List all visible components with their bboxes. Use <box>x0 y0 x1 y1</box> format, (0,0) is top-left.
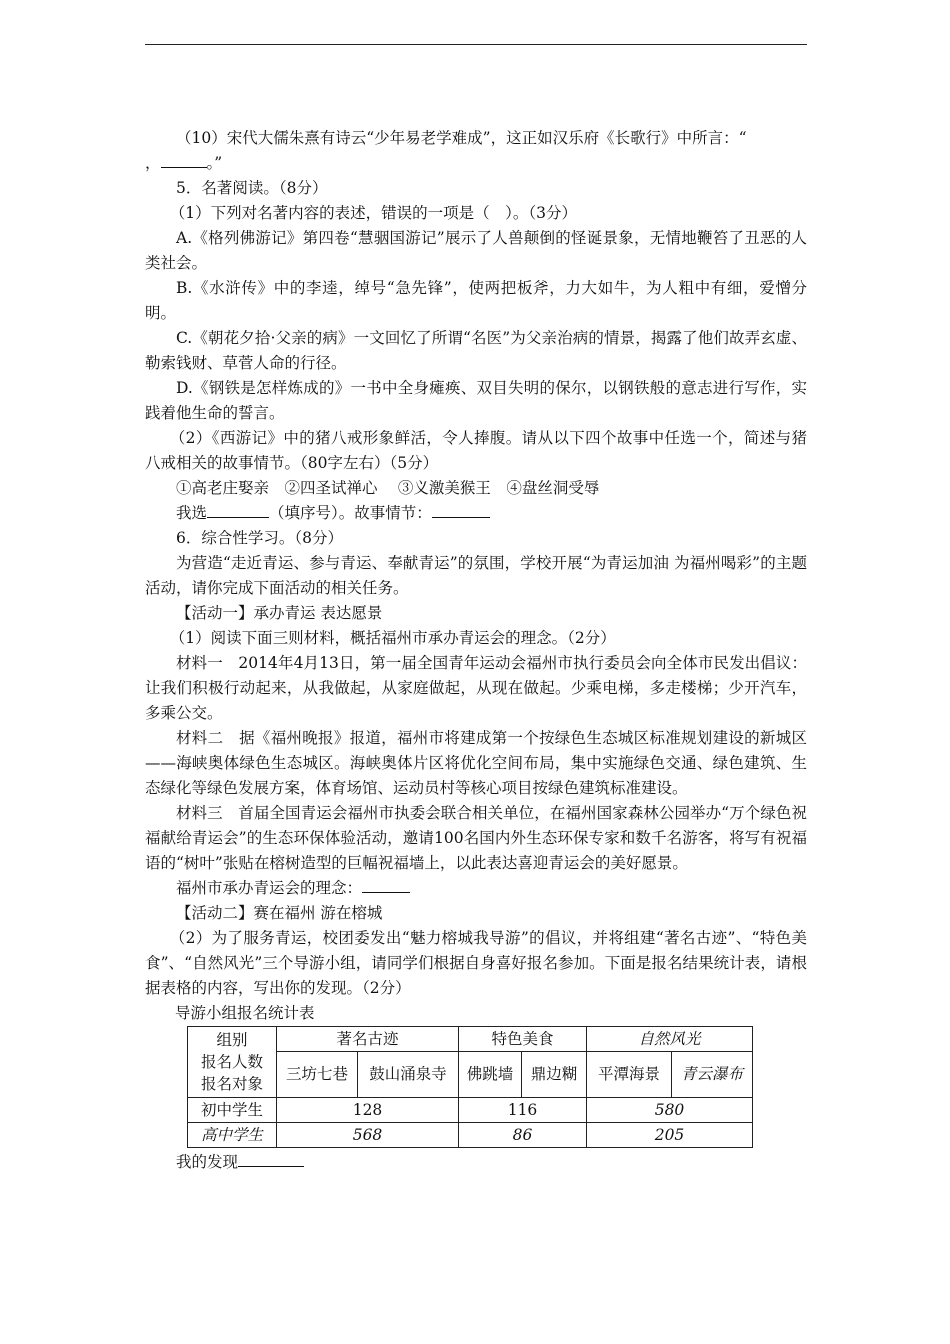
table-row <box>188 1123 753 1148</box>
q10-line: （10）宋代大儒朱熹有诗云“少年易老学难成”，这正如汉乐府《长歌行》中所言：“ <box>176 129 747 147</box>
group-nature: 自然风光 <box>587 1027 753 1052</box>
q5-choose: 我选 （填序号）。故事情节： <box>145 501 807 526</box>
q5-title: 5．名著阅读。（8分） <box>176 179 328 197</box>
q5-story-options: ①高老庄娶亲 ②四圣试禅心 ③义激美猴王 ④盘丝洞受辱 <box>176 479 600 497</box>
table-cell: 116 <box>459 1098 587 1123</box>
sub-header: 平潭海景 <box>587 1052 672 1098</box>
group-heritage: 著名古迹 <box>277 1027 459 1052</box>
q5-option-a: A.《格列佛游记》第四卷“慧骃国游记”展示了人兽颠倒的怪诞景象，无情地鞭笞了丑恶的人类社会。 <box>145 229 807 272</box>
choice-blank <box>207 501 269 518</box>
q6-1: （1）阅读下面三则材料，概括福州市承办青运会的理念。（2分） <box>169 629 616 647</box>
finding-blank <box>238 1150 304 1167</box>
table-cell: 205 <box>587 1123 753 1148</box>
q5-2: （2）《西游记》中的猪八戒形象鲜活，令人捧腹。请从以下四个故事中任选一个，简述与猪八戒相关的故事情节。（80字左右）（5分） <box>145 429 807 472</box>
sub-header: 佛跳墙 <box>459 1052 522 1098</box>
plot-blank <box>432 501 490 518</box>
q5-1: （1）下列对名著内容的表述，错误的一项是（ ）。（3分） <box>169 204 578 222</box>
sub-header: 青云瀑布 <box>672 1052 753 1098</box>
table-cell: 568 <box>277 1123 459 1148</box>
sub-header: 鼓山涌泉寺 <box>358 1052 459 1098</box>
table-caption: 导游小组报名统计表 <box>175 1004 315 1022</box>
q5-option-c: C.《朝花夕拾·父亲的病》一文回忆了所谓“名医”为父亲治病的情景，揭露了他们故弄玄虚、勒索钱财、草菅人命的行径。 <box>145 329 807 372</box>
q5-option-d: D.《钢铁是怎样炼成的》一书中全身瘫痪、双目失明的保尔，以钢铁般的意志进行写作，实践着他生命的誓言。 <box>145 379 807 422</box>
material-2: 材料二 据《福州晚报》报道，福州市将建成第一个按绿色生态城区标准规划建设的新城区——海峡奥体绿色生态城区。海峡奥体片区将优化空间布局，集中实施绿色交通、绿色建筑、生态绿化等绿色发展方案，体育场馆、运动员村等核心项目按绿色建筑标准建设。 <box>145 729 807 797</box>
table-row <box>188 1098 753 1123</box>
header-corner-cell: 组别 报名人数 报名对象 <box>188 1027 277 1098</box>
activity-1-title: 【活动一】承办青运 表达愿景 <box>176 604 383 622</box>
material-1: 材料一 2014年4月13日，第一届全国青年运动会福州市执行委员会向全体市民发出倡议：让我们积极行动起来，从我做起，从家庭做起，从现在做起。少乘电梯，多走楼梯；少开汽车，多乘公交。 <box>145 654 807 722</box>
signup-stats-table <box>187 1026 753 1148</box>
q10-line-2: ， 。” <box>145 151 807 176</box>
header-rule <box>145 44 807 45</box>
q5-option-b: B.《水浒传》中的李逵，绰号“急先锋”，使两把板斧，力大如牛，为人粗中有细，爱憎分明。 <box>145 279 807 322</box>
idea-blank <box>362 876 410 893</box>
table-cell: 580 <box>587 1098 753 1123</box>
sub-header: 三坊七巷 <box>277 1052 358 1098</box>
q6-title: 6．综合性学习。（8分） <box>176 529 343 547</box>
q6-intro: 为营造“走近青运、参与青运、奉献青运”的氛围，学校开展“为青运加油 为福州喝彩”的主题活动，请你完成下面活动的相关任务。 <box>145 554 807 597</box>
row-label: 初中学生 <box>188 1098 277 1123</box>
material-3: 材料三 首届全国青运会福州市执委会联合相关单位，在福州国家森林公园举办“万个绿色祝福献给青运会”的生态环保体验活动，邀请100名国内外生态环保专家和数千名游客，将写有祝福语的“树叶”张贴在榕树造型的巨幅祝福墙上，以此表达喜迎青运会的美好愿景。 <box>145 804 807 872</box>
sub-header: 鼎边糊 <box>522 1052 587 1098</box>
idea-line: 福州市承办青运会的理念： <box>145 876 807 901</box>
q10-blank <box>161 151 207 168</box>
finding-line: 我的发现 <box>145 1150 807 1175</box>
table-cell: 86 <box>459 1123 587 1148</box>
table-cell: 128 <box>277 1098 459 1123</box>
table-row <box>188 1027 753 1052</box>
row-label: 高中学生 <box>188 1123 277 1148</box>
document-body <box>145 126 807 1175</box>
q6-2: （2）为了服务青运，校团委发出“魅力榕城我导游”的倡议，并将组建“著名古迹”、“特色美食”、“自然风光”三个导游小组，请同学们根据自身喜好报名参加。下面是报名结果统计表，请根据表格的内容，写出你的发现。（2分） <box>145 929 807 997</box>
activity-2-title: 【活动二】赛在福州 游在榕城 <box>176 904 383 922</box>
group-food: 特色美食 <box>459 1027 587 1052</box>
